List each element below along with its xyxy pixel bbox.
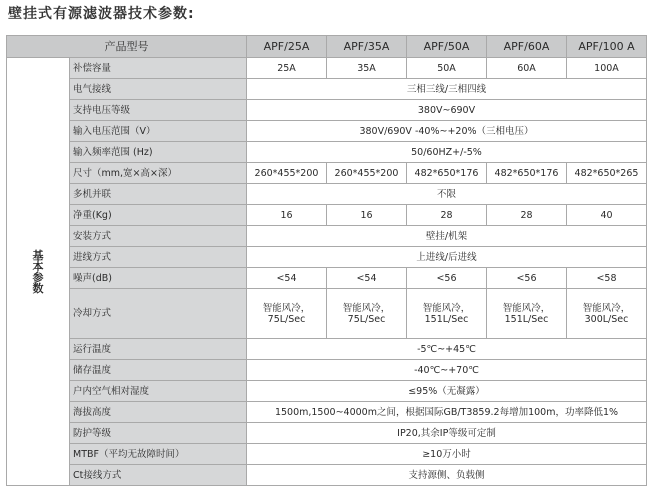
cooling-line: 151L/Sec	[424, 313, 469, 325]
value-cell: 16	[327, 205, 407, 226]
param-label: 冷却方式	[70, 289, 247, 339]
param-label: 进线方式	[70, 247, 247, 268]
value-cell: ≤95%（无凝露）	[247, 381, 647, 402]
header-model: APF/100 A	[567, 36, 647, 58]
value-cell	[327, 289, 407, 339]
table-row	[7, 465, 647, 486]
value-cell: 100A	[567, 58, 647, 79]
table-row	[7, 205, 647, 226]
header-model: APF/60A	[487, 36, 567, 58]
value-cell: 50/60HZ+/-5%	[247, 142, 647, 163]
table-row	[7, 360, 647, 381]
header-model: APF/50A	[407, 36, 487, 58]
value-cell: -5℃~+45℃	[247, 339, 647, 360]
table-row	[7, 163, 647, 184]
param-label: 储存温度	[70, 360, 247, 381]
header-model: APF/25A	[247, 36, 327, 58]
value-cell	[487, 289, 567, 339]
header-label: 产品型号	[7, 36, 247, 58]
cooling-line: 智能风冷，	[262, 302, 311, 314]
value-cell: 16	[247, 205, 327, 226]
value-cell: 380V/690V -40%~+20%（三相电压）	[247, 121, 647, 142]
header-model: APF/35A	[327, 36, 407, 58]
table-row	[7, 121, 647, 142]
table-row	[7, 142, 647, 163]
value-cell: 28	[407, 205, 487, 226]
value-cell: 260*455*200	[247, 163, 327, 184]
cooling-line: 75L/Sec	[267, 313, 306, 325]
value-cell: 482*650*176	[487, 163, 567, 184]
table-row	[7, 247, 647, 268]
table-row	[7, 444, 647, 465]
param-label: 多机并联	[70, 184, 247, 205]
cooling-line: 智能风冷，	[502, 302, 551, 314]
table-row	[7, 226, 647, 247]
cooling-line: 智能风冷，	[582, 302, 631, 314]
value-cell: 支持源侧、负载侧	[247, 465, 647, 486]
table-row	[7, 339, 647, 360]
value-cell: 260*455*200	[327, 163, 407, 184]
value-cell: 60A	[487, 58, 567, 79]
category-label: 基本参数	[32, 248, 44, 295]
table-row	[7, 381, 647, 402]
param-label: 输入电压范围（V）	[70, 121, 247, 142]
value-cell: 不限	[247, 184, 647, 205]
table-header-row	[7, 36, 647, 58]
value-cell	[407, 289, 487, 339]
value-cell: 三相三线/三相四线	[247, 79, 647, 100]
param-label: Ct接线方式	[70, 465, 247, 486]
value-cell: 482*650*265	[567, 163, 647, 184]
cooling-line: 智能风冷，	[342, 302, 391, 314]
cooling-line: 300L/Sec	[584, 313, 629, 325]
value-cell: 40	[567, 205, 647, 226]
value-cell: <58	[567, 268, 647, 289]
table-row	[7, 58, 647, 79]
value-cell: <56	[407, 268, 487, 289]
param-label: 运行温度	[70, 339, 247, 360]
table-row	[7, 79, 647, 100]
value-cell: 25A	[247, 58, 327, 79]
value-cell: 35A	[327, 58, 407, 79]
value-cell: 380V~690V	[247, 100, 647, 121]
param-label: 安装方式	[70, 226, 247, 247]
value-cell	[247, 289, 327, 339]
value-cell: <54	[327, 268, 407, 289]
param-label: 尺寸（mm,宽×高×深）	[70, 163, 247, 184]
table-row	[7, 100, 647, 121]
value-cell: IP20,其余IP等级可定制	[247, 423, 647, 444]
param-label: 补偿容量	[70, 58, 247, 79]
table-row	[7, 268, 647, 289]
param-label: 噪声(dB)	[70, 268, 247, 289]
value-cell: 1500m,1500~4000m之间，根据国际GB/T3859.2每增加100m，功率降低1%	[247, 402, 647, 423]
table-row	[7, 184, 647, 205]
value-cell: 50A	[407, 58, 487, 79]
value-cell: 482*650*176	[407, 163, 487, 184]
param-label: 防护等级	[70, 423, 247, 444]
param-label: 输入频率范围 (Hz)	[70, 142, 247, 163]
value-cell: 壁挂/机架	[247, 226, 647, 247]
cooling-line: 智能风冷，	[422, 302, 471, 314]
table-row	[7, 402, 647, 423]
param-label: 电气接线	[70, 79, 247, 100]
page-title: 壁挂式有源滤波器技术参数:	[8, 6, 195, 22]
value-cell	[567, 289, 647, 339]
spec-table	[6, 35, 647, 486]
value-cell: 28	[487, 205, 567, 226]
value-cell: <56	[487, 268, 567, 289]
param-label: 净重(Kg)	[70, 205, 247, 226]
category-cell	[7, 58, 70, 486]
param-label: MTBF（平均无故障时间）	[70, 444, 247, 465]
cooling-line: 75L/Sec	[347, 313, 386, 325]
value-cell: <54	[247, 268, 327, 289]
cooling-line: 151L/Sec	[504, 313, 549, 325]
param-label: 海拔高度	[70, 402, 247, 423]
value-cell: 上进线/后进线	[247, 247, 647, 268]
table-row	[7, 289, 647, 339]
value-cell: -40℃~+70℃	[247, 360, 647, 381]
table-row	[7, 423, 647, 444]
param-label: 户内空气相对湿度	[70, 381, 247, 402]
param-label: 支持电压等级	[70, 100, 247, 121]
value-cell: ≥10万小时	[247, 444, 647, 465]
